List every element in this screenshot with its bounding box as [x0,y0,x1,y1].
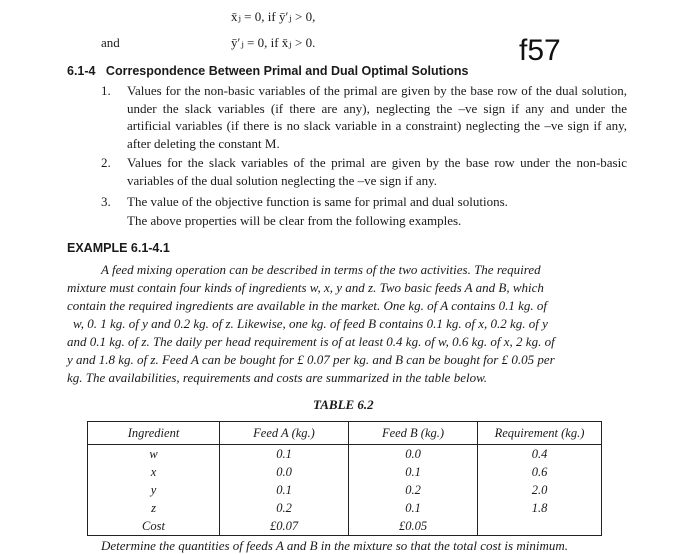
cell-feed-a: 0.2 [220,499,349,517]
table-row [88,463,602,481]
list-item-text: Values for the non-basic variables of the primal are given by the base row of the dual solution, under the slack variables (if there are any), neglecting the –ve sign if any and under the artificial variables (if there is no slack variable in a constraint) neglecting the –ve sign if any, after deleting the constant M. [127,83,627,151]
table-row [88,481,602,499]
cell-ingredient: Cost [88,517,220,536]
equation-2: ȳ′ⱼ = 0, if x̄ⱼ > 0. [231,35,316,50]
cell-feed-a: 0.1 [220,481,349,499]
example-line-6: y and 1.8 kg. of z. Feed A can be bought for £ 0.07 per kg. and B can be bought for £ 0.05 per [67,352,555,367]
cell-requirement [478,517,602,536]
footer-question: Determine the quantities of feeds A and B in the mixture so that the total cost is minimum. [101,538,568,553]
example-line-4: w, 0. 1 kg. of y and 0.2 kg. of z. Likewise, one kg. of feed B contains 0.1 kg. of x, 0.2 kg. of y [73,316,548,331]
cell-requirement: 1.8 [478,499,602,517]
header-feed-a: Feed A (kg.) [220,422,349,445]
list-item-3 [101,193,631,211]
table-caption: TABLE 6.2 [313,397,374,412]
cell-feed-a: 0.1 [220,445,349,464]
example-line-3: contain the required ingredients are available in the market. One kg. of A contains 0.1 kg. of [67,298,547,313]
example-line-1: A feed mixing operation can be described in terms of the two activities. The required [101,262,541,277]
list-item-text: The value of the objective function is same for primal and dual solutions. [127,194,508,209]
cell-ingredient: y [88,481,220,499]
cell-feed-b: 0.2 [349,481,478,499]
section-title: Correspondence Between Primal and Dual Optimal Solutions [105,64,469,78]
list-item-number: 3. [101,194,111,209]
list-item-text: Values for the slack variables of the primal are given by the base row under the non-basic variables of the dual solution neglecting the –ve sign if any. [127,155,627,188]
example-line-7: kg. The availabilities, requirements and costs are summarized in the table below. [67,370,488,385]
table-row [88,445,602,464]
cell-ingredient: w [88,445,220,464]
cell-feed-b: £0.05 [349,517,478,536]
header-feed-b: Feed B (kg.) [349,422,478,445]
list-item-2 [101,154,631,190]
example-heading: EXAMPLE 6.1-4.1 [67,241,170,255]
cell-requirement: 0.6 [478,463,602,481]
cell-feed-b: 0.1 [349,499,478,517]
table-row [88,499,602,517]
example-line-2: mixture must contain four kinds of ingredients w, x, y and z. Two basic feeds A and B, which [67,280,544,295]
page-number: f57 [519,34,561,67]
and-label: and [101,35,120,50]
cell-feed-b: 0.0 [349,445,478,464]
list-item-1 [101,82,631,154]
cell-requirement: 0.4 [478,445,602,464]
section-heading [67,64,469,78]
section-number: 6.1-4 [67,64,96,78]
feed-table [87,421,602,536]
header-requirement: Requirement (kg.) [478,422,602,445]
cell-ingredient: x [88,463,220,481]
cell-feed-b: 0.1 [349,463,478,481]
cell-feed-a: £0.07 [220,517,349,536]
table-row-cost [88,517,602,536]
table-header-row [88,422,602,445]
cell-requirement: 2.0 [478,481,602,499]
closing-sentence: The above properties will be clear from the following examples. [127,213,462,228]
list-item-number: 2. [101,155,111,170]
list-item-number: 1. [101,83,111,98]
cell-ingredient: z [88,499,220,517]
cell-feed-a: 0.0 [220,463,349,481]
example-line-5: and 0.1 kg. of z. The daily per head requirement is of at least 0.4 kg. of w, 0.6 kg. of x, 2 kg. of [67,334,555,349]
header-ingredient: Ingredient [88,422,220,445]
equation-1: x̄ⱼ = 0, if ȳ′ⱼ > 0, [231,9,316,24]
